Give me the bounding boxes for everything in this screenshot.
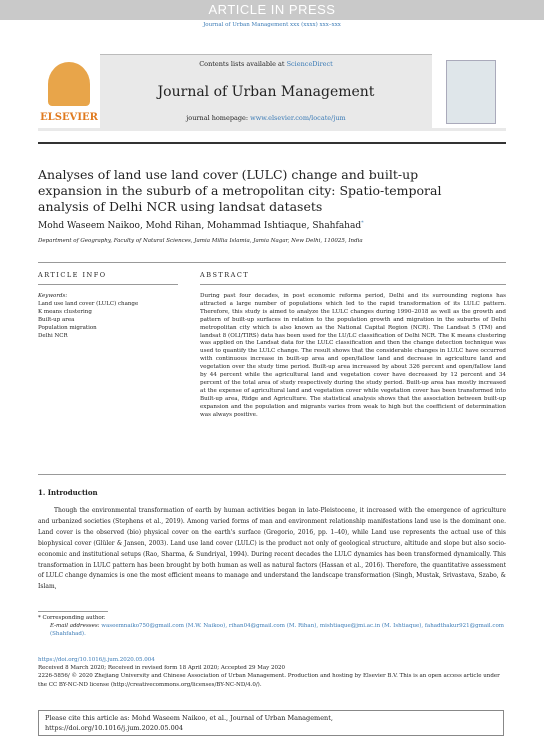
homepage-line bbox=[100, 114, 432, 122]
keyword-item: Delhi NCR bbox=[38, 333, 68, 339]
keyword-item: Population migration bbox=[38, 325, 97, 331]
elsevier-tree-icon bbox=[48, 62, 90, 106]
contents-prefix: Contents lists available at bbox=[199, 60, 287, 68]
abstract-bottom-divider bbox=[38, 474, 506, 475]
corresponding-author-mark[interactable]: * bbox=[361, 220, 364, 226]
article-title: Analyses of land use land cover (LULC) change and built-up expansion in the suburb of a metropolitan city: Spatio-temporal analysis of Delhi NCR using landsat datasets bbox=[38, 167, 442, 214]
journal-title: Journal of Urban Management bbox=[157, 84, 375, 100]
cite-this-article-box bbox=[38, 710, 504, 736]
authors: Mohd Waseem Naikoo, Mohd Rihan, Mohammad Ishtiaque, Shahfahad bbox=[38, 221, 362, 231]
author-list bbox=[38, 220, 498, 231]
sciencedirect-link[interactable]: ScienceDirect bbox=[286, 60, 333, 68]
publisher-name: ELSEVIER bbox=[40, 112, 98, 123]
footnote bbox=[38, 614, 506, 639]
header-divider bbox=[38, 142, 506, 144]
email-line bbox=[38, 622, 506, 638]
abstract-text: During past four decades, in post economic reforms period, Delhi and its surrounding regions has attracted a large number of populations which led to the rapid transformation of its LULC pattern. Therefore, this study is aimed to analyze the LULC changes during 1990–2018 as well as the growth and pattern of built-up surfaces in relation to the population growth and migration in the suburbs of Delhi metropolitan city which is also known as the National Capital Region (NCR). The Landsat 5 (TM) and landsat 8 (OLI/TIRS) data has been used for the LU/LC classification of Delhi NCR. The K means clustering was applied on the Landsat data for the LULC classification and then the change detection technique was used to quantify the LULC change. The result shows that the considerable changes in LULC have occurred with continuous increase in built-up area and open/fallow land and decrease in agriculture land and vegetation over the study time period. Built-up area increased by about 326 percent and open/fallow land by 44 percent while the agricultural land and vegetation cover have decreased by 12 percent and 34 percent of the total area of study respectively during the study period. Built-up area has mostly increased at the expense of agricultural land and vegetation cover while vegetation cover has been transformed into Built-up area, Ridge and Agriculture. The statistical analysis shows that the association between built-up expansion and the population and migrants varies from weak to high but the coefficient of determination was always positive. bbox=[200, 293, 506, 418]
info-top-divider bbox=[38, 262, 506, 263]
doi-link[interactable]: https://doi.org/10.1016/j.jum.2020.05.004 bbox=[38, 657, 155, 663]
journal-cover-image bbox=[446, 60, 496, 124]
introduction-heading: 1. Introduction bbox=[38, 488, 98, 497]
banner-text: ARTICLE IN PRESS bbox=[208, 2, 336, 17]
footnote-divider bbox=[38, 611, 108, 612]
corresponding-note: * Corresponding author. bbox=[38, 615, 106, 621]
cite-line-1: Please cite this article as: Mohd Waseem Naikoo, et al., Journal of Urban Management, bbox=[45, 714, 333, 722]
cite-doi-link[interactable]: https://doi.org/10.1016/j.jum.2020.05.004 bbox=[45, 724, 184, 732]
received-dates: Received 8 March 2020; Received in revised form 18 April 2020; Accepted 29 May 2020 bbox=[38, 665, 285, 672]
email-label: E-mail addresses: bbox=[50, 623, 102, 630]
keywords-block bbox=[38, 292, 178, 340]
keywords-label: Keywords: bbox=[38, 293, 68, 299]
homepage-prefix: journal homepage: bbox=[186, 114, 251, 122]
affiliation: Department of Geography, Faculty of Natural Sciences, Jamia Millia Islamia, Jamia Nagar, New Delhi, 110025, India bbox=[38, 238, 363, 244]
article-in-press-banner bbox=[0, 0, 544, 20]
contents-line bbox=[100, 60, 432, 68]
copyright-notice: 2226-5856/ © 2020 Zhejiang University and Chinese Association of Urban Management. Production and hosting by Elsevier B.V. This is an open access article under the CC BY-NC-ND license (http://creativecommons.org/licenses/BY-NC-ND/4.0/). bbox=[38, 673, 500, 688]
keyword-item: Land use land cover (LULC) change bbox=[38, 301, 139, 307]
email-addresses[interactable]: waseemnaiko750@gmail.com (M.W. Naikoo), rihan04@gmail.com (M. Rihan), mishtiaque@jmi.ac.in (M. Ishtiaque), fahadthakur921@gmail.com (Shahfahad). bbox=[50, 623, 504, 638]
introduction-text: Though the environmental transformation of earth by human activities began in late-Pleistocene, it increased with the emergence of agriculture and urbanized societies (Stephens et al., 2019). Among varied forms of man and environment relationship manifestations land use is the dominant one. Land cover is the observed (bio) physical cover on the earth's surface (Gregorio, 2016, pp. 1–40), while Land use represents the actual use of this biophysical cover (Glüler & Jansen, 2003). Land use land cover (LULC) is the product not only of geological structure, altitude and slope but also socio-economic and institutional setups (Rao, Sharma, & Sundriyal, 1994). During recent decades the LULC dynamics has been transformed dynamically. This transformation in LULC pattern has been brought by both human as well as natural factors (Hassan et al., 2016). Therefore, the quantitative assessment of LULC change dynamics is one the most efficient means to manage and understand the landscape transformation (Singh, Mustak, Srivastava, Szabo, & Islam, bbox=[38, 507, 506, 591]
journal-citation-line: Journal of Urban Management xxx (xxxx) xxx–xxx bbox=[203, 22, 341, 28]
journal-homepage-link[interactable]: www.elsevier.com/locate/jum bbox=[250, 114, 346, 122]
info-divider bbox=[38, 284, 178, 285]
publication-info bbox=[38, 656, 506, 689]
keyword-item: Built-up area bbox=[38, 317, 75, 323]
abstract-divider bbox=[200, 284, 506, 285]
abstract-heading: ABSTRACT bbox=[200, 271, 250, 279]
article-info-heading: ARTICLE INFO bbox=[38, 271, 107, 279]
keyword-item: K means clustering bbox=[38, 309, 92, 315]
